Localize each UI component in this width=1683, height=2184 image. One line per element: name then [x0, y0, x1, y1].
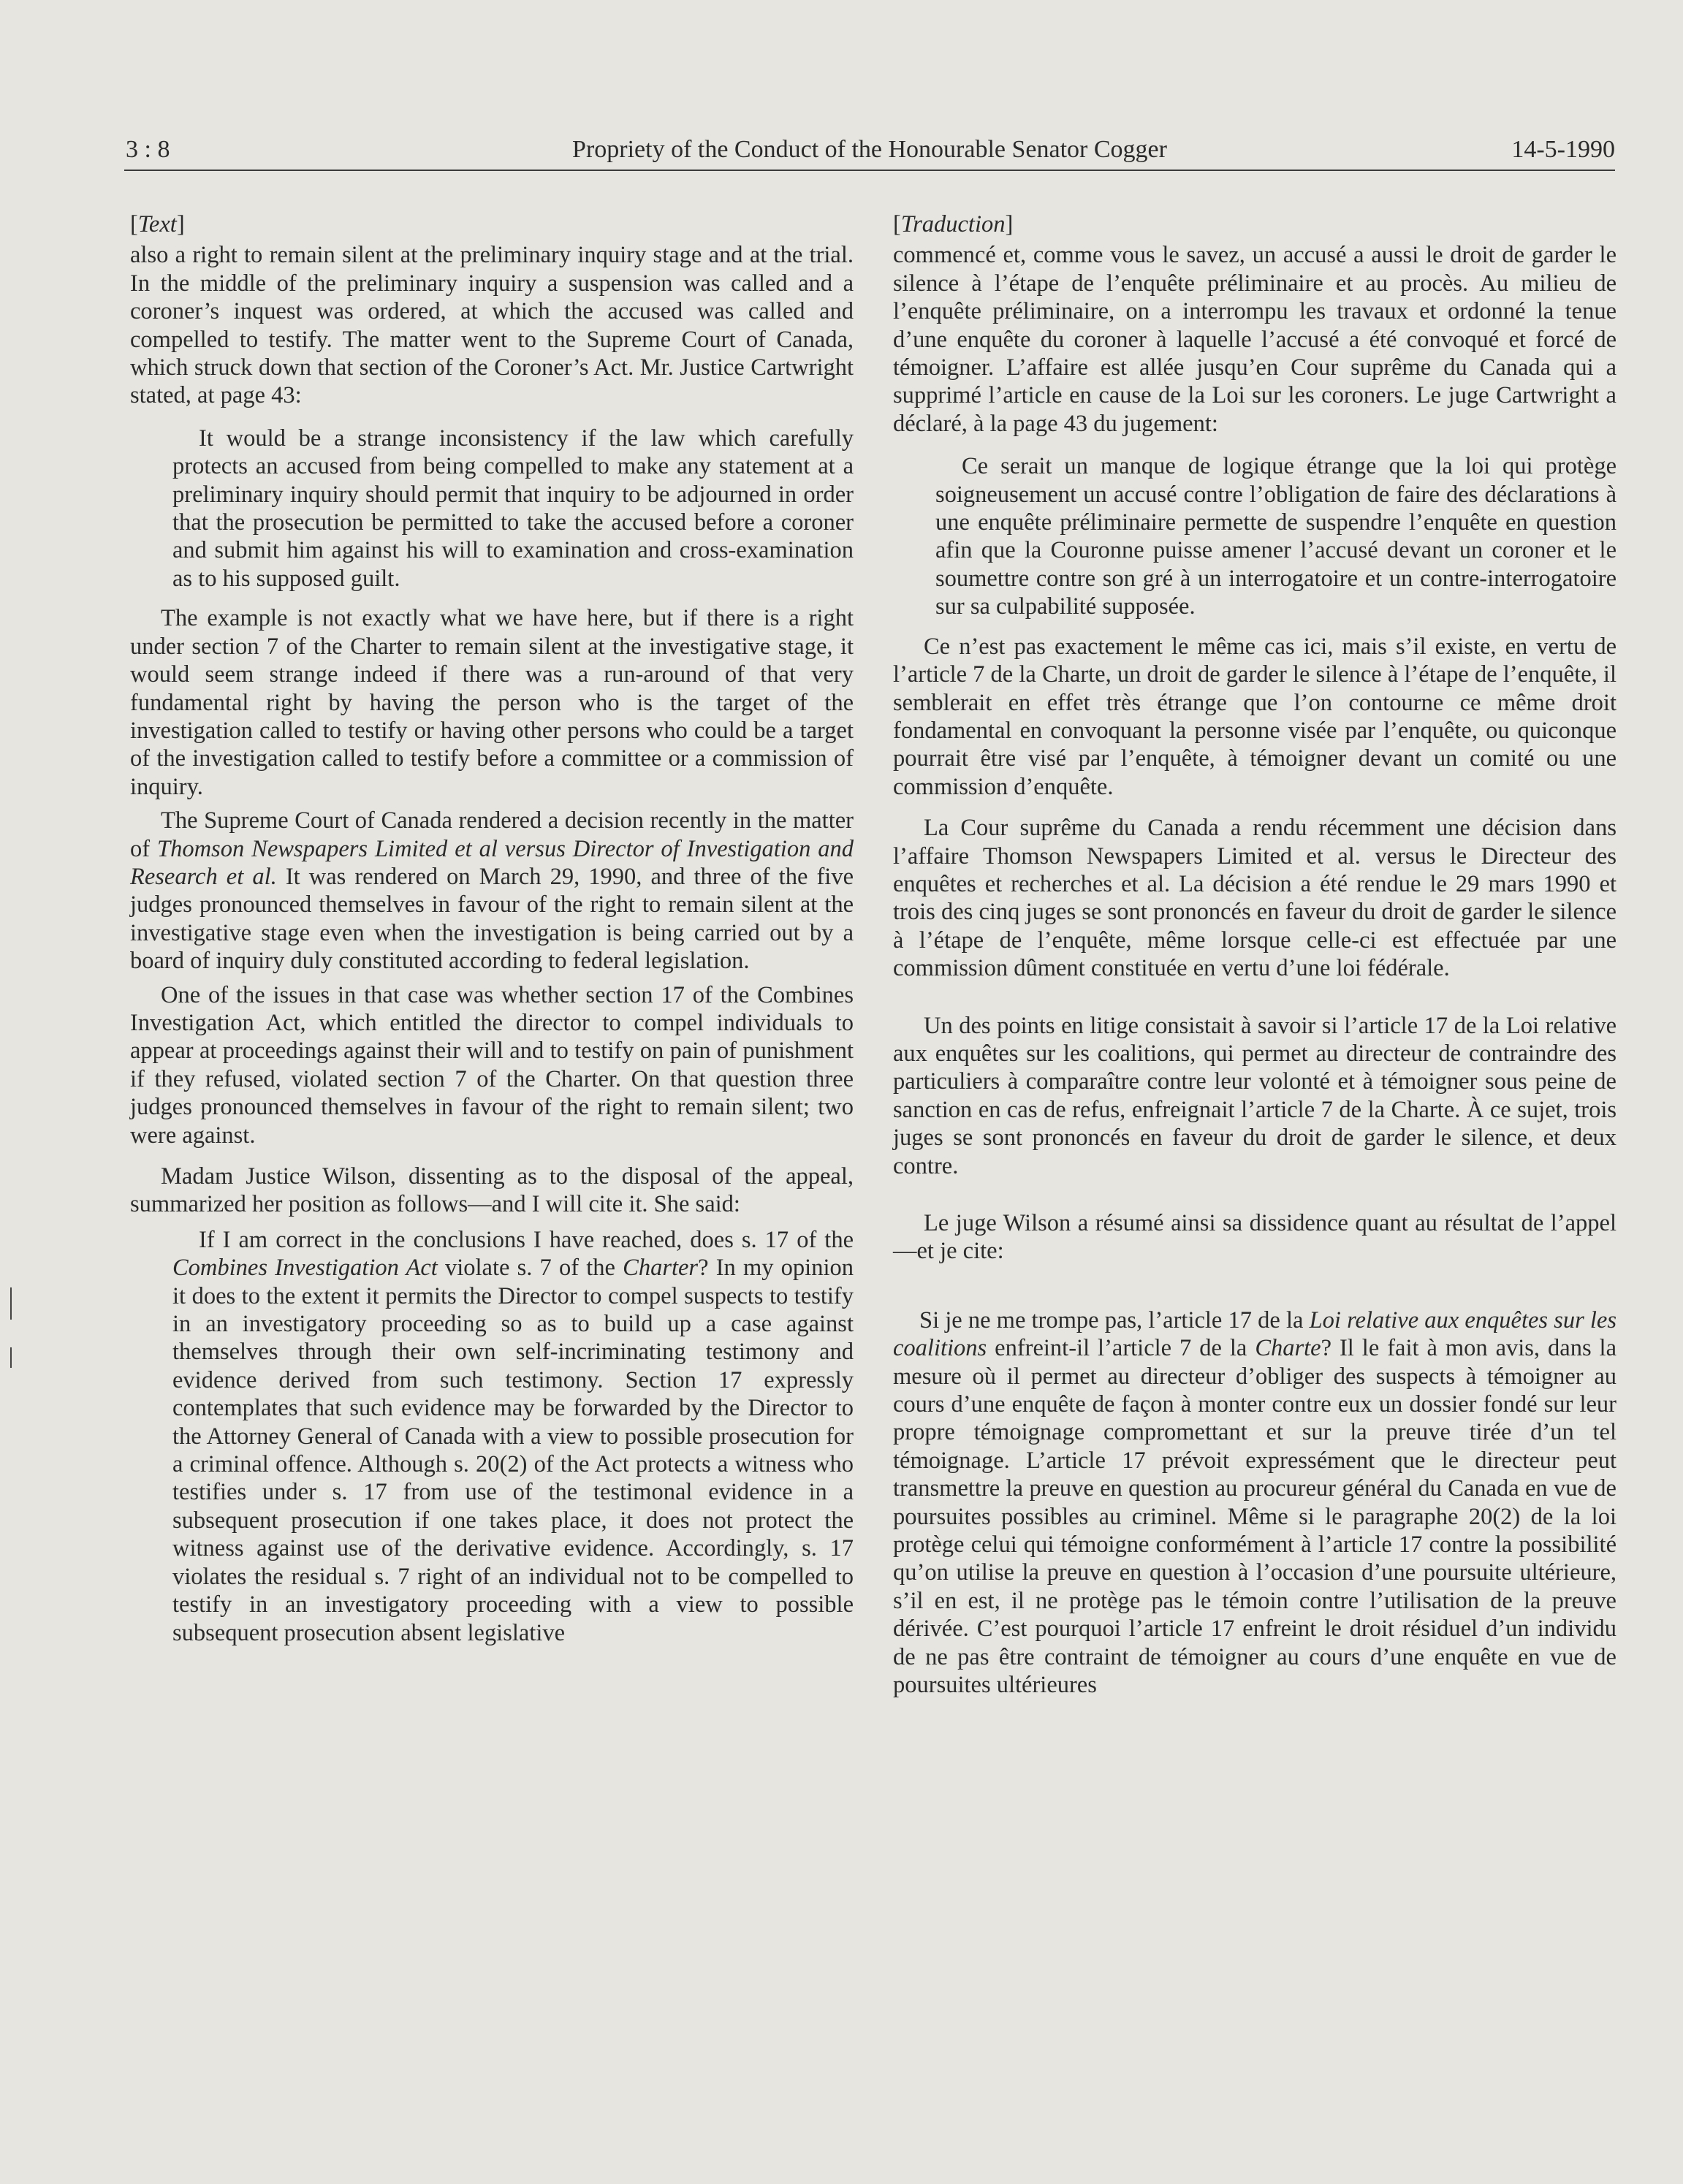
paragraph: Madam Justice Wilson, dissenting as to the disposal of the appeal, summarized her position as follows—and I will cite it. She said: [130, 1163, 854, 1218]
quote-text: It would be a strange inconsistency if the law which carefully protects an accused from being compelled to make any statement at a preliminary inquiry should permit that inquiry to be adjourned in order that the prosecution be permitted to take the accused before a coroner and submit him against his will to examination and cross-examination as to his supposed guilt. [172, 425, 854, 592]
page-header [124, 130, 1615, 171]
paragraph: Ce n’est pas exactement le même cas ici, mais s’il existe, en vertu de l’article 7 de la Charte, un droit de garder le silence à l’étape de l’enquête, il semblerait en effet très étrange que l’on contourne ce même droit fondamental en convoquant la personne visée par l’enquête, ou quiconque pourrait être visé par l’enquête, à témoigner devant un comité ou une commission d’enquête. [893, 633, 1616, 800]
paragraph: also a right to remain silent at the preliminary inquiry stage and at the trial. In the middle of the preliminary inquiry a suspension was called and a coroner’s inquest was ordered, at which the accused was called and compelled to testify. The matter went to the Supreme Court of Canada, which struck down that section of the Coroner’s Act. Mr. Justice Cartwright stated, at page 43: [130, 242, 854, 409]
quote-text: Si je ne me trompe pas, l’article 17 de la Loi relative aux enquêtes sur les coalitions enfreint-il l’article 7 de la Charte? Il le fait à mon avis, dans la mesure où il permet au directeur d’obliger des suspects à témoigner au cours d’une enquête de façon à monter contre eux un dossier fondé sur leur propre témoignage compromettant et sur la preuve tirée d’un tel témoignage. L’article 17 prévoit expressément que le directeur peut transmettre la preuve en question au procureur général du Canada en vue de poursuites possibles au criminel. Même si le paragraphe 20(2) de la loi protège celui qui témoigne conformément à l’article 17 contre la possibilité qu’on utilise la preuve en question à l’occasion d’une poursuite ultérieure, s’il en est, il ne protège pas le témoin contre l’utilisation de la preuve dérivée. C’est pourquoi l’article 17 enfreint le droit résiduel d’un individu de ne pas être contraint de témoigner au cours d’une enquête en vue de poursuites ultérieures [893, 1306, 1617, 1699]
paragraph: Un des points en litige consistait à savoir si l’article 17 de la Loi relative aux enquêtes sur les coalitions, qui permet au directeur de contraindre des particuliers à comparaître contre leur volonté et à témoigner sous peine de sanction en cas de refus, enfreignait l’article 7 de la Charte. À ce sujet, trois juges se sont prononcés en faveur du droit de garder le silence, et deux contre. [893, 1012, 1616, 1179]
column-label: [Text] [130, 211, 185, 237]
paragraph: The example is not exactly what we have here, but if there is a right under section 7 of the Charter to remain silent at the investigative stage, it would seem strange indeed if there was a run-around of that very fundamental right by having the person who is the target of the investigation called to testify or having other persons who could be a target of the investigation called to testify before a committee or a commission of inquiry. [130, 605, 854, 800]
quote-text: Ce serait un manque de logique étrange que la loi qui protège soigneusement un accusé contre l’obligation de faire des déclarations à une enquête préliminaire permette de suspendre l’enquête en question afin que la Couronne puisse amener l’accusé devant un coroner et le soumettre contre son gré à un interrogatoire et un contre-interrogatoire sur sa culpabilité supposée. [935, 453, 1616, 620]
english-column [130, 210, 854, 1659]
margin-mark [10, 1287, 12, 1320]
block-quote [893, 1306, 1616, 1700]
paragraph: One of the issues in that case was whether section 17 of the Combines Investigation Act, which entitled the director to compel individuals to appear at proceedings against their will and to testify on pain of punishment if they refused, violated section 7 of the Charter. On that question three judges pronounced themselves in favour of the right to remain silent; two were against. [130, 981, 854, 1149]
block-quote [172, 1226, 854, 1647]
case-name: Thomson Newspapers Limited et al versus Director of Investigation and Research et al. [130, 835, 854, 890]
margin-mark [10, 1347, 12, 1368]
paragraph: The Supreme Court of Canada rendered a decision recently in the matter of Thomson Newspapers Limited et al versus Director of Investigation and Research et al. It was rendered on March 29, 1990, and three of the five judges pronounced themselves in favour of the right to remain silent at the investigative stage even when the investigation is being carried out by a board of inquiry duly constituted according to federal legislation. [130, 807, 854, 975]
block-quote [935, 452, 1616, 620]
page-title: Propriety of the Conduct of the Honourable Senator Cogger [572, 136, 1167, 163]
paragraph: La Cour suprême du Canada a rendu récemment une décision dans l’affaire Thomson Newspapers Limited et al. versus le Directeur des enquêtes et recherches et al. La décision a été rendue le 29 mars 1990 et trois des cinq juges se sont prononcés en faveur du droit de garder le silence à l’étape de l’enquête, même lorsque celle-ci est effectuée par une commission dûment constituée en vertu d’une loi fédérale. [893, 815, 1616, 982]
block-quote [172, 425, 854, 593]
paragraph: Le juge Wilson a résumé ainsi sa dissidence quant au résultat de l’appel—et je cite: [893, 1210, 1616, 1265]
paragraph: commencé et, comme vous le savez, un accusé a aussi le droit de garder le silence à l’étape de l’enquête préliminaire et au procès. Au milieu de l’enquête préliminaire, on a interrompu les travaux et ordonné la tenue d’une enquête du coroner à laquelle l’accusé a été convoqué et forcé de témoigner. L’affaire est allée jusqu’en Cour suprême du Canada qui a supprimé l’article en cause de la Loi sur les coroners. Le juge Cartwright a déclaré, à la page 43 du jugement: [893, 242, 1616, 437]
french-column [893, 210, 1616, 1711]
page-number: 3 : 8 [126, 136, 170, 163]
quote-text: If I am correct in the conclusions I have reached, does s. 17 of the Combines Investigation Act violate s. 7 of the Charter? In my opinion it does to the extent it permits the Director to compel suspects to testify in an investigatory proceeding so as to build up a case against themselves through their own self-incriminating testimony and evidence derived from such testimony. Section 17 expressly contemplates that such evidence may be forwarded by the Director to the Attorney General of Canada with a view to possible prosecution for a criminal offence. Although s. 20(2) of the Act protects a witness who testifies under s. 17 from use of the testimonal evidence in a subsequent prosecution if one takes place, it does not protect the witness against use of the derivative evidence. Accordingly, s. 17 violates the residual s. 7 right of an individual not to be compelled to testify in an investigatory proceeding with a view to possible subsequent prosecution absent legislative [172, 1226, 854, 1646]
page-date: 14-5-1990 [1511, 136, 1615, 163]
column-label: [Traduction] [893, 211, 1014, 237]
